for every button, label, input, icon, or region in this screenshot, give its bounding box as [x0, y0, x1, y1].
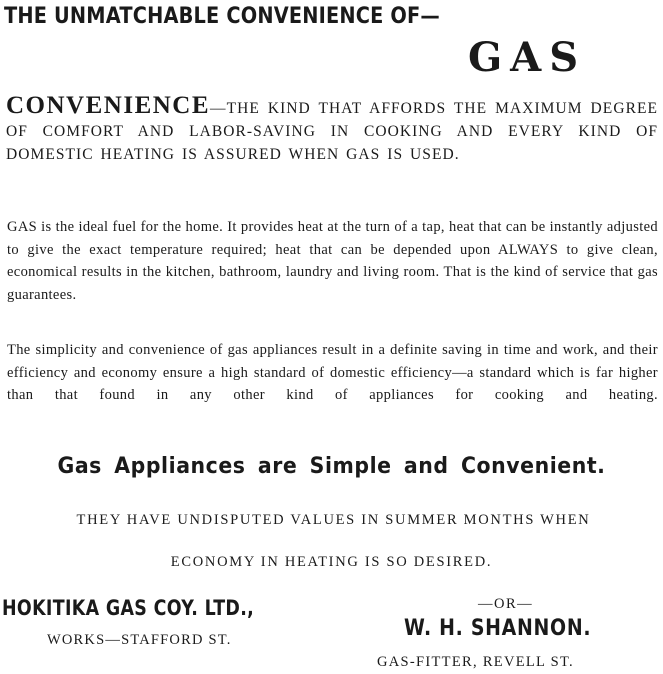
company-address: WORKS—STAFFORD ST. — [47, 632, 232, 648]
product-title: GAS — [468, 34, 587, 81]
lead-keyword: CONVENIENCE — [6, 92, 211, 119]
fitter-address: GAS-FITTER, REVELL ST. — [377, 654, 574, 670]
headline: THE UNMATCHABLE CONVENIENCE OF— — [4, 3, 440, 29]
lead-text: —THE KIND THAT AFFORDS THE MAXIMUM DEGREE OF COMFORT AND LABOR-SAVING IN COOKING AND EVERY KIND OF DOMESTIC HEATING IS ASSURED WHEN GAS IS USED. — [6, 100, 658, 163]
slogan: Gas Appliances are Simple and Convenient. — [57, 454, 606, 479]
body-paragraph-1: GAS is the ideal fuel for the home. It provides heat at the turn of a tap, heat that can be instantly adjusted to give the exact temperature required; heat that can be depended upon ALWAYS to give clean, economical results in the kitchen, bathroom, laundry and living room. That is the kind of service that gas guarantees. — [7, 219, 658, 303]
or-separator: —OR— — [478, 596, 534, 612]
lead-paragraph — [6, 94, 658, 166]
company-name: HOKITIKA GAS COY. LTD., — [2, 596, 255, 620]
values-line-2: ECONOMY IN HEATING IS SO DESIRED. — [170, 554, 493, 570]
fitter-name: W. H. SHANNON. — [404, 616, 592, 641]
values-line-1: THEY HAVE UNDISPUTED VALUES IN SUMMER MONTHS WHEN — [76, 512, 591, 528]
body-paragraph-2: The simplicity and convenience of gas appliances result in a definite saving in time and work, and their efficiency and economy ensure a high standard of domestic efficiency—a standard which is far higher than that found in any other kind of appliances for cooking and heating. — [7, 342, 658, 403]
